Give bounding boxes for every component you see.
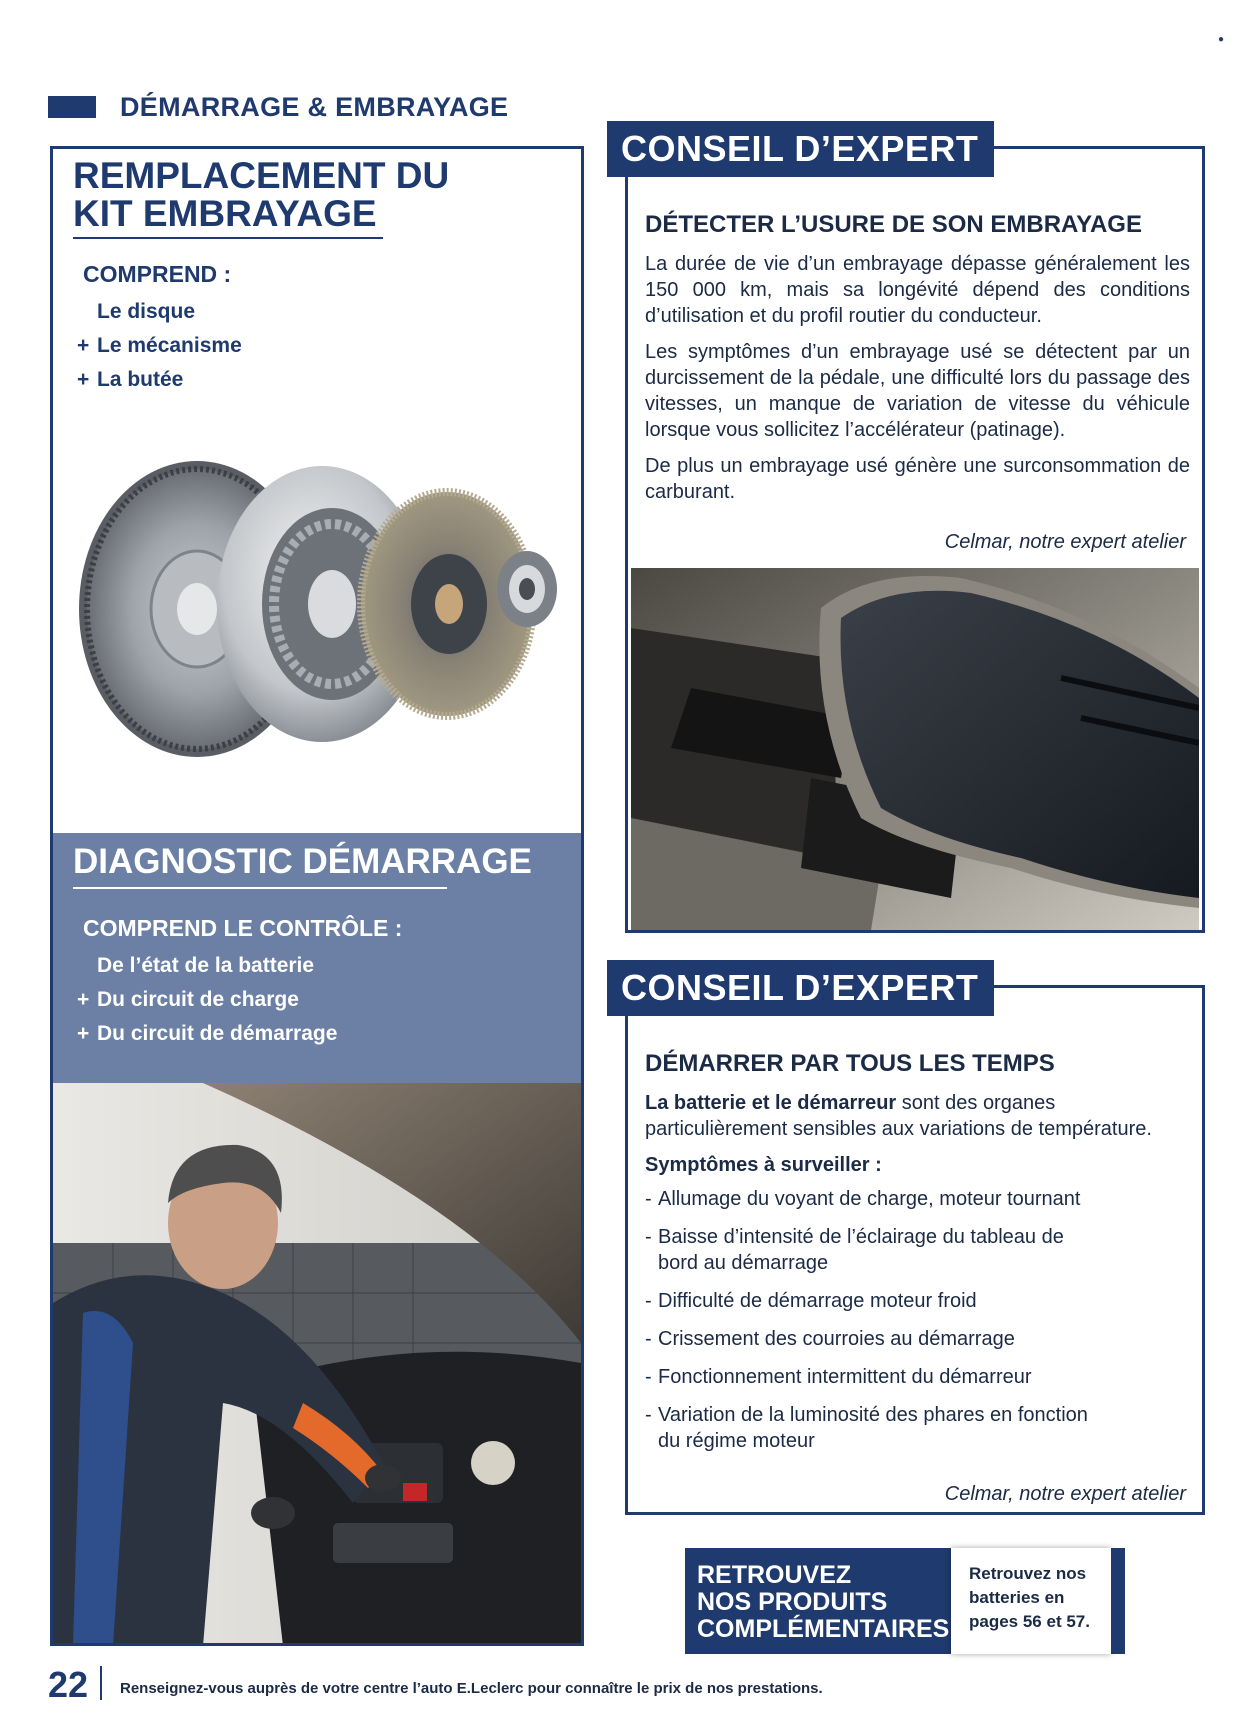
list-item: - Allumage du voyant de charge, moteur tournant bbox=[645, 1186, 1190, 1212]
promo-note-line: batteries en bbox=[969, 1588, 1065, 1607]
paragraph: De plus un embrayage usé génère une surconsommation de carburant. bbox=[645, 455, 1190, 503]
page-separator bbox=[100, 1666, 102, 1700]
section-title: DÉMARRAGE & EMBRAYAGE bbox=[120, 91, 509, 122]
promo-headline bbox=[685, 1548, 951, 1654]
list-item: + La butée bbox=[77, 368, 184, 391]
paragraph: Les symptômes d’un embrayage usé se détectent par un durcissement de la pédale, une difficulté lors du passage des vitesses, un manque de variation de vitesse du véhicule lorsque vous sollicitez l’accélérateur (patinage). bbox=[645, 341, 1190, 441]
paragraph: La durée de vie d’un embrayage dépasse généralement les 150 000 km, mais sa longévité dépend des conditions d’utilisation et du profil routier du conducteur. bbox=[645, 253, 1190, 327]
expert-tip-clutch-text bbox=[645, 251, 1190, 515]
expert-tip-starting-text bbox=[645, 1090, 1190, 1466]
clutch-kit-photo bbox=[77, 429, 557, 779]
list-item: De l’état de la batterie bbox=[97, 954, 315, 977]
corner-mark: ● bbox=[1218, 34, 1225, 45]
expert-tip-starting bbox=[625, 985, 1205, 1515]
expert-tag-1: CONSEIL D’EXPERT bbox=[607, 121, 994, 177]
expert-tip-clutch-heading: DÉTECTER L’USURE DE SON EMBRAYAGE bbox=[645, 211, 1142, 238]
expert-tag-2: CONSEIL D’EXPERT bbox=[607, 960, 994, 1016]
clutch-pedal-photo bbox=[631, 568, 1199, 930]
promo-note bbox=[951, 1548, 1111, 1654]
list-item: - Fonctionnement intermittent du démarreur bbox=[645, 1364, 1190, 1390]
list-item: - Variation de la luminosité des phares en fonction du régime moteur bbox=[645, 1402, 1190, 1454]
clutch-kit-title-rule bbox=[73, 237, 383, 239]
section-bar bbox=[48, 96, 96, 118]
promo-edge bbox=[1111, 1548, 1125, 1654]
diagnostic-list bbox=[77, 949, 337, 1051]
promo-line: NOS PRODUITS bbox=[697, 1588, 888, 1616]
diagnostic-title-rule bbox=[73, 887, 447, 889]
promo-note-line: pages 56 et 57. bbox=[969, 1612, 1090, 1631]
expert-tip-clutch bbox=[625, 146, 1205, 933]
promo-line: COMPLÉMENTAIRES bbox=[697, 1615, 950, 1643]
list-item: - Baisse d’intensité de l’éclairage du tableau de bord au démarrage bbox=[645, 1224, 1190, 1276]
promo-note-line: Retrouvez nos bbox=[969, 1564, 1087, 1583]
expert-tip-starting-signature: Celmar, notre expert atelier bbox=[944, 1483, 1186, 1505]
clutch-kit-title-line2: KIT EMBRAYAGE bbox=[73, 193, 377, 234]
list-item: + Du circuit de charge bbox=[77, 988, 299, 1011]
list-item: - Crissement des courroies au démarrage bbox=[645, 1326, 1190, 1352]
paragraph: La batterie et le démarreur sont des organes particulièrement sensibles aux variations de température. bbox=[645, 1092, 1152, 1140]
expert-tip-clutch-signature: Celmar, notre expert atelier bbox=[944, 531, 1186, 553]
mechanic-battery-photo bbox=[53, 1083, 581, 1646]
clutch-kit-list bbox=[77, 295, 242, 397]
diagnostic-title: DIAGNOSTIC DÉMARRAGE bbox=[73, 842, 532, 881]
footer-note: Renseignez-vous auprès de votre centre l’auto E.Leclerc pour connaître le prix de nos prestations. bbox=[120, 1680, 823, 1697]
page-number: 22 bbox=[48, 1664, 89, 1705]
symptoms-title: Symptômes à surveiller : bbox=[645, 1154, 882, 1176]
clutch-kit-title bbox=[73, 157, 449, 233]
symptoms-list bbox=[645, 1186, 1190, 1454]
clutch-kit-title-line1: REMPLACEMENT DU bbox=[73, 155, 450, 196]
section-header bbox=[48, 92, 508, 122]
promo-box bbox=[685, 1548, 1125, 1654]
left-column bbox=[50, 146, 584, 1646]
diagnostic-comprend: COMPREND LE CONTRÔLE : bbox=[83, 915, 403, 941]
promo-line: RETROUVEZ bbox=[697, 1561, 852, 1589]
list-item: Le disque bbox=[97, 300, 196, 323]
list-item: + Le mécanisme bbox=[77, 334, 242, 357]
list-item: + Du circuit de démarrage bbox=[77, 1022, 338, 1045]
clutch-kit-panel bbox=[53, 149, 581, 833]
clutch-kit-comprend: COMPREND : bbox=[83, 261, 232, 287]
diagnostic-panel bbox=[53, 833, 581, 1083]
expert-tip-starting-heading: DÉMARRER PAR TOUS LES TEMPS bbox=[645, 1050, 1055, 1077]
list-item: - Difficulté de démarrage moteur froid bbox=[645, 1288, 1190, 1314]
